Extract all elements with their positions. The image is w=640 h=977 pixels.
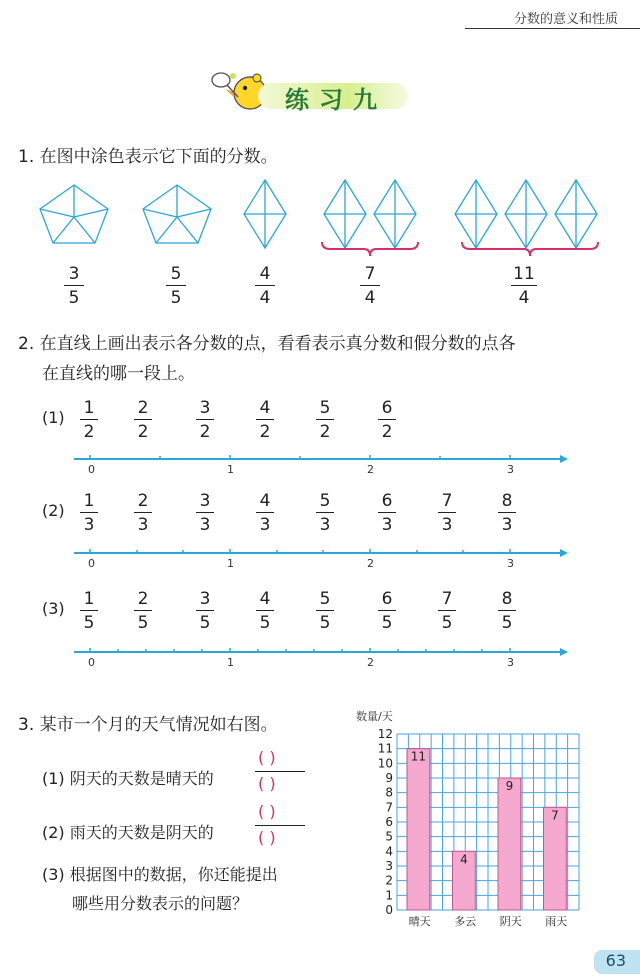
x-category-label: 多云 [454, 915, 477, 928]
y-tick-label: 10 [377, 756, 393, 771]
q2-row-2-label: (2) [42, 501, 65, 520]
brace-group-3 [460, 240, 600, 260]
axis3-label-0: 0 [88, 656, 95, 669]
q2-row-3-label: (3) [42, 599, 65, 618]
q3-sub1-fraction-bar [255, 771, 305, 772]
axis3-label-2: 2 [367, 656, 374, 669]
y-tick-label: 5 [385, 829, 393, 844]
section-header: 分数的意义和性质 [513, 12, 618, 27]
y-tick-label: 2 [385, 873, 393, 888]
bar-value-label: 4 [460, 852, 468, 867]
axis2-label-2: 2 [367, 557, 374, 570]
q1-fraction-5: 11 4 [511, 264, 537, 308]
q2-row3-fraction-3: 3 5 [196, 589, 214, 633]
y-tick-label: 6 [385, 815, 393, 829]
q2-row3-fraction-4: 4 5 [256, 589, 274, 633]
y-tick-label: 0 [385, 903, 393, 917]
q2-row3-fraction-5: 5 5 [316, 589, 334, 633]
y-tick-label: 3 [385, 859, 393, 873]
q2-row3-fraction-2: 2 5 [134, 589, 152, 633]
page-title: 练习九 [285, 86, 387, 114]
y-tick-label: 1 [385, 888, 393, 903]
question-1-text: 1. 在图中涂色表示它下面的分数。 [18, 147, 278, 167]
axis3-label-3: 3 [507, 656, 514, 669]
q2-row-1-label: (1) [42, 408, 65, 427]
q2-row2-fraction-4: 4 3 [256, 491, 274, 535]
q1-fraction-2: 5 5 [166, 264, 186, 308]
q2-row1-fraction-3: 3 2 [196, 398, 214, 442]
x-category-label: 阴天 [499, 915, 522, 928]
q2-row3-fraction-6: 6 5 [378, 589, 396, 633]
q3-sub-3-line-1: (3) 根据图中的数据，你还能提出 [42, 865, 278, 884]
bar-value-label: 11 [410, 749, 427, 764]
q3-sub2-numerator-blank[interactable]: ( ) [258, 802, 276, 821]
q2-row1-fraction-2: 2 2 [134, 398, 152, 442]
q1-fraction-1: 3 5 [64, 264, 84, 308]
q1-fraction-3: 4 4 [255, 264, 275, 308]
q3-sub-3-line-2: 哪些用分数表示的问题？ [72, 894, 249, 913]
q2-row3-fraction-7: 7 5 [438, 589, 456, 633]
header-rule [465, 28, 640, 29]
y-tick-label: 12 [377, 727, 393, 741]
chart-y-label: 数量/天 [356, 710, 393, 723]
number-line-3 [70, 645, 570, 659]
weather-bar-chart [345, 720, 585, 935]
page-number: 63 [605, 951, 626, 970]
question-2-line-1: 2. 在直线上画出表示各分数的点，看看表示真分数和假分数的点各 [18, 334, 516, 354]
q2-row2-fraction-8: 8 3 [498, 491, 516, 535]
axis2-label-3: 3 [507, 557, 514, 570]
brace-group-2 [320, 240, 420, 260]
pentagon-figure-2 [141, 183, 213, 245]
q2-row1-fraction-4: 4 2 [256, 398, 274, 442]
axis1-label-2: 2 [367, 463, 374, 476]
x-category-label: 雨天 [545, 915, 568, 928]
q2-row2-fraction-5: 5 3 [316, 491, 334, 535]
number-line-1 [70, 452, 570, 466]
y-tick-label: 7 [385, 800, 393, 815]
bar-1 [407, 749, 430, 910]
number-line-2 [70, 546, 570, 560]
y-tick-label: 4 [385, 844, 393, 859]
q2-row1-fraction-6: 6 2 [378, 398, 396, 442]
axis2-label-1: 1 [227, 557, 234, 570]
q2-row2-fraction-7: 7 3 [438, 491, 456, 535]
pentagon-figure-1 [38, 183, 110, 245]
q3-sub2-denominator-blank[interactable]: ( ) [258, 828, 276, 847]
axis1-label-1: 1 [227, 463, 234, 476]
y-tick-label: 11 [377, 741, 393, 756]
axis1-label-3: 3 [507, 463, 514, 476]
bar-value-label: 7 [551, 808, 559, 823]
rhombus-figure-1 [242, 178, 288, 250]
bar-4 [544, 807, 567, 910]
q2-row3-fraction-8: 8 5 [498, 589, 516, 633]
axis3-label-1: 1 [227, 656, 234, 669]
axis1-label-0: 0 [88, 463, 95, 476]
q1-fraction-4: 7 4 [360, 264, 380, 308]
bar-value-label: 9 [505, 779, 514, 793]
q2-row2-fraction-2: 2 3 [134, 491, 152, 535]
q2-row3-fraction-1: 1 5 [80, 589, 98, 633]
q2-row2-fraction-1: 1 3 [80, 491, 98, 535]
q2-row1-fraction-5: 5 2 [316, 398, 334, 442]
axis2-label-0: 0 [88, 557, 95, 570]
q2-row2-fraction-3: 3 3 [196, 491, 214, 535]
q2-row1-fraction-1: 1 2 [80, 398, 98, 442]
bar-3 [498, 778, 521, 910]
q2-row2-fraction-6: 6 3 [378, 491, 396, 535]
question-3-text: 3. 某市一个月的天气情况如右图。 [18, 715, 278, 735]
question-2-line-2: 在直线的哪一段上。 [42, 364, 195, 384]
q3-sub1-denominator-blank[interactable]: ( ) [258, 774, 276, 793]
y-tick-label: 9 [385, 771, 393, 785]
q3-sub1-numerator-blank[interactable]: ( ) [258, 748, 276, 767]
q3-sub-2: (2) 雨天的天数是阴天的 [42, 823, 214, 842]
x-category-label: 晴天 [408, 915, 431, 928]
q3-sub2-fraction-bar [255, 825, 305, 826]
y-tick-label: 8 [385, 785, 393, 800]
q3-sub-1: (1) 阴天的天数是晴天的 [42, 769, 214, 788]
